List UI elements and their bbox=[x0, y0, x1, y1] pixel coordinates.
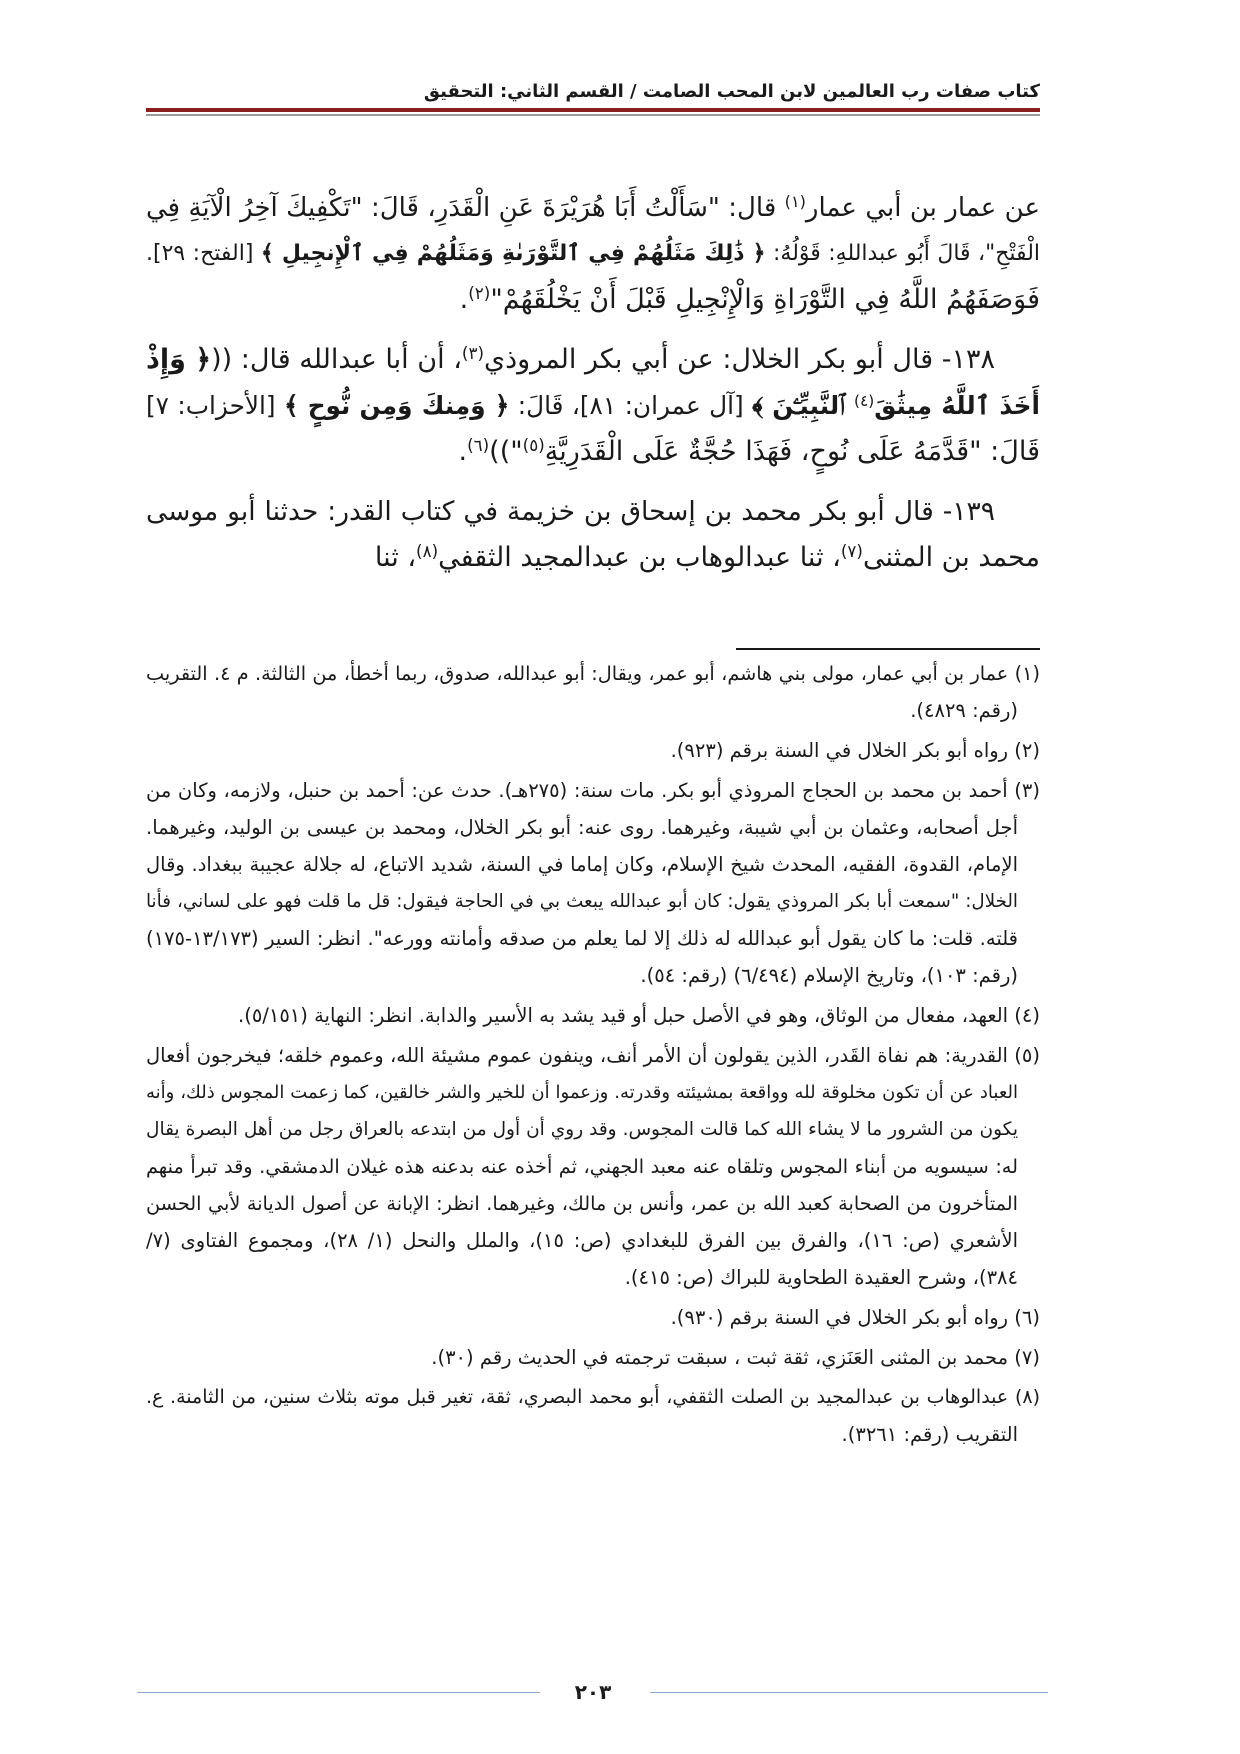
footnote bbox=[146, 997, 1040, 1034]
page-number: ٢٠٣ bbox=[574, 1680, 612, 1704]
footnote-line bbox=[146, 1037, 1040, 1074]
footnote-text: قلته. قلت: ما كان يقول أبو عبدالله له ذلك إلا لما يعلم من صدقه وأمانته وورعه". انظر: السير (١٣/١٧٣-١٧٥) bbox=[146, 927, 1018, 950]
text-line bbox=[146, 277, 1040, 323]
footnote-number: (٣) bbox=[1014, 779, 1040, 802]
text-segment: عن عمار بن أبي عمار bbox=[805, 193, 1040, 223]
text-segment: قَالَ: "قَدَّمَهُ عَلَى نُوحٍ، فَهَذَا حُجَّةٌ عَلَى الْقَدَرِيَّةِ bbox=[544, 436, 1040, 467]
text-segment: [آل عمران: ٨١]، قَالَ: bbox=[509, 391, 753, 420]
footnote-line bbox=[146, 1074, 1040, 1111]
quran-verse: ﴿ وَمِنكَ وَمِن نُّوحٍ ﴾ bbox=[283, 391, 510, 420]
footnote-line bbox=[146, 1222, 1040, 1259]
quran-verse: ﴿ وَإِذْ bbox=[146, 344, 212, 375]
text-segment: . bbox=[458, 436, 468, 467]
footnote-line bbox=[146, 772, 1040, 809]
main-text-paragraph bbox=[146, 185, 1040, 323]
footnote bbox=[146, 732, 1040, 769]
page-content bbox=[146, 185, 1040, 1453]
text-segment: ، أن أبا عبدالله قال: (( bbox=[211, 344, 462, 375]
footnote-ref: (٢) bbox=[468, 282, 491, 303]
footnote-ref: (٥) bbox=[522, 434, 545, 455]
footnote-line bbox=[146, 1416, 1040, 1453]
footnote-line bbox=[146, 1185, 1040, 1222]
footnote-line bbox=[146, 655, 1040, 692]
footnote-line bbox=[146, 1339, 1040, 1376]
footnote-text: له: سيسويه من أبناء المجوس وتلقاه عنه معبد الجهني، ثم أخذه عنه بدعنه هذه غيلان الدمشقي. وقد تبرأ منهم bbox=[146, 1155, 1018, 1178]
footnote bbox=[146, 772, 1040, 994]
text-line bbox=[146, 489, 1040, 535]
running-header: كتاب صفات رب العالمين لابن المحب الصامت / القسم الثاني: التحقيق bbox=[423, 81, 1040, 102]
text-segment: قال: "سَأَلْتُ أَبَا هُرَيْرَةَ عَنِ الْقَدَرِ، قَالَ: "تَكْفِيكَ آخِرُ الْآيَةِ فِي bbox=[146, 193, 785, 223]
footnote bbox=[146, 1379, 1040, 1453]
footnote-line bbox=[146, 1299, 1040, 1336]
footnote-number: (٨) bbox=[1014, 1386, 1040, 1408]
footnote-text: التقريب (رقم: ٣٢٦١). bbox=[841, 1423, 1018, 1446]
footnote-text: أحمد بن محمد بن الحجاج المروذي أبو بكر. مات سنة: (٢٧٥هـ). حدث عن: أحمد بن حنبل، ولازمه، وكان من bbox=[146, 779, 1008, 802]
footnote-number: (٧) bbox=[1014, 1346, 1040, 1369]
footnote bbox=[146, 1037, 1040, 1296]
quran-verse: ﴿ ذَٰلِكَ مَثَلُهُمْ فِي ٱلتَّوْرَىٰةِ وَمَثَلُهُمْ فِي ٱلْإِنجِيلِ ﴾ bbox=[260, 241, 766, 266]
text-segment: . bbox=[459, 284, 469, 315]
footnote-ref: (٣) bbox=[461, 342, 484, 363]
text-segment: ١٣٩- قال أبو بكر محمد بن إسحاق بن خزيمة في كتاب القدر: حدثنا أبو موسى bbox=[146, 496, 995, 527]
footnote-text: محمد بن المثنى العَنَزي، ثقة ثبت ، سبقت ترجمته في الحديث رقم (٣٠). bbox=[431, 1346, 1009, 1369]
footnote-line bbox=[146, 883, 1040, 920]
quran-verse: ٱلنَّبِيِّـۧنَ ﴾ bbox=[752, 391, 855, 420]
footnote-line bbox=[146, 1259, 1040, 1296]
footnote-text: الخلال: "سمعت أبا بكر المروذي يقول: كان أبو عبدالله يبعث بي في الحاجة فيقول: قل ما قلت فهو على لساني، فأنا bbox=[146, 891, 1018, 912]
footnote-line bbox=[146, 732, 1040, 769]
text-line bbox=[146, 429, 1040, 475]
text-line bbox=[146, 535, 1040, 581]
footnote bbox=[146, 1299, 1040, 1336]
text-segment: ")) bbox=[489, 436, 523, 467]
text-line bbox=[146, 337, 1040, 383]
footnote-number: (٤) bbox=[1014, 1004, 1040, 1027]
footnote-text: العهد، مفعال من الوثاق، وهو في الأصل حبل أو قيد يشد به الأسير والدابة. انظر: النهاية (٥/١٥١). bbox=[238, 1004, 1009, 1027]
footer-rule-left bbox=[137, 1692, 540, 1693]
footnote-line bbox=[146, 846, 1040, 883]
footnote-text: القدرية: هم نفاة القَدر، الذين يقولون أن الأمر أنف، وينفون عموم مشيئة الله، وعموم خلقه؛ فيخرجون أفعال bbox=[146, 1044, 1008, 1067]
text-segment: [الأحزاب: ٧] bbox=[146, 391, 284, 420]
header-rule-thick bbox=[146, 108, 1040, 112]
footnote-line bbox=[146, 692, 1040, 729]
footnote-text: أجل أصحابه، وعثمان بن أبي شيبة، وغيرهما. روى عنه: أبو بكر الخلال، ومحمد بن عيسى بن الوليد، وغيرهما. bbox=[146, 816, 1018, 839]
text-segment: محمد بن المثنى bbox=[862, 542, 1040, 573]
footnote-text: العباد عن أن تكون مخلوقة لله وواقعة بمشيئته وقدرته. وزعموا أن للخير والشر خالقين، كما زعمت المجوس ذلك، وأنه bbox=[146, 1082, 1018, 1103]
footnote-ref: (٤) bbox=[854, 391, 875, 410]
footnote-separator bbox=[736, 648, 1040, 650]
footnote-number: (١) bbox=[1014, 662, 1040, 685]
footnote-line bbox=[146, 957, 1040, 994]
footnote-number: (٥) bbox=[1014, 1044, 1040, 1067]
text-segment: الْفَتْحِ"، قَالَ أَبُو عبداللهِ: قَوْلُهُ: bbox=[765, 241, 1041, 266]
footnote-ref: (٨) bbox=[416, 540, 439, 561]
footnote bbox=[146, 1339, 1040, 1376]
footnote-ref: (٧) bbox=[840, 540, 863, 561]
text-line bbox=[146, 185, 1040, 231]
footer-rule-right bbox=[650, 1692, 1048, 1693]
footnote-ref: (٦) bbox=[467, 434, 490, 455]
page-footer bbox=[0, 1674, 1240, 1710]
footnote-line bbox=[146, 920, 1040, 957]
footnote-text: عبدالوهاب بن عبدالمجيد بن الصلت الثقفي، أبو محمد البصري، ثقة، تغير قبل موته بثلاث سنين، من الثامنة. ع. bbox=[146, 1386, 1009, 1408]
footnote-text: الأشعري (ص: ١٦)، والفرق بين الفرق للبغدادي (ص: ١٥)، والملل والنحل (١/ ٢٨)، ومجموع الفتاوى (٧/ bbox=[146, 1229, 1018, 1252]
footnote-text: المتأخرون من الصحابة كعبد الله بن عمر، وأنس بن مالك، وغيرهما. انظر: الإبانة عن أصول الديانة لأبي الحسن bbox=[146, 1192, 1018, 1215]
text-line bbox=[146, 231, 1040, 277]
footnote-text: عمار بن أبي عمار، مولى بني هاشم، أبو عمر، ويقال: أبو عبدالله، صدوق، ربما أخطأ، من الثالثة. م ٤. التقريب bbox=[146, 662, 1009, 685]
header-rule-thin bbox=[146, 114, 1040, 116]
footnote-line bbox=[146, 1148, 1040, 1185]
footnote-text: ٣٨٤)، وشرح العقيدة الطحاوية للبراك (ص: ٤١٥). bbox=[624, 1266, 1018, 1289]
footnote-line bbox=[146, 1379, 1040, 1416]
footnote-ref: (١) bbox=[784, 192, 806, 212]
text-segment: [الفتح: ٢٩]. bbox=[146, 241, 261, 266]
main-text-paragraph bbox=[146, 489, 1040, 581]
text-segment: ، ثنا عبدالوهاب بن عبدالمجيد الثقفي bbox=[438, 542, 841, 573]
footnote-text: يكون من الشرور ما لا يشاء الله كما قالت المجوس. وقد روي أن أول من ابتدعه بالعراق رجل من أهل البصرة يقال bbox=[146, 1119, 1018, 1140]
footnote-text: الإمام، القدوة، الفقيه، المحدث شيخ الإسلام، وكان إماما في السنة، شديد الاتباع، له جلالة عجيبة ببغداد. وقال bbox=[146, 853, 1018, 876]
footnote-line bbox=[146, 809, 1040, 846]
main-text-paragraph bbox=[146, 337, 1040, 475]
footnote bbox=[146, 655, 1040, 729]
footnote-number: (٦) bbox=[1014, 1306, 1040, 1329]
text-segment: ، ثنا bbox=[374, 542, 417, 573]
footnote-text: رواه أبو بكر الخلال في السنة برقم (٩٢٣). bbox=[670, 739, 1009, 762]
text-segment: فَوَصَفَهُمُ اللَّهُ فِي التَّوْرَاةِ وَالْإِنْجِيلِ قَبْلَ أَنْ يَخْلُقَهُمْ" bbox=[490, 284, 1040, 315]
footnote-line bbox=[146, 1111, 1040, 1148]
text-segment: ١٣٨- قال أبو بكر الخلال: عن أبي بكر المروذي bbox=[483, 344, 996, 375]
quran-verse: أَخَذَ ٱللَّهُ مِيثَٰقَ bbox=[874, 391, 1040, 420]
footnote-number: (٢) bbox=[1014, 739, 1040, 762]
footnote-text: رواه أبو بكر الخلال في السنة برقم (٩٣٠). bbox=[670, 1306, 1009, 1329]
footnote-text: (رقم: ٤٨٢٩). bbox=[910, 699, 1018, 722]
text-line bbox=[146, 383, 1040, 429]
footnotes bbox=[146, 655, 1040, 1453]
footnote-line bbox=[146, 997, 1040, 1034]
footnote-text: (رقم: ١٠٣)، وتاريخ الإسلام (٦/٤٩٤) (رقم: ٥٤). bbox=[640, 964, 1018, 987]
